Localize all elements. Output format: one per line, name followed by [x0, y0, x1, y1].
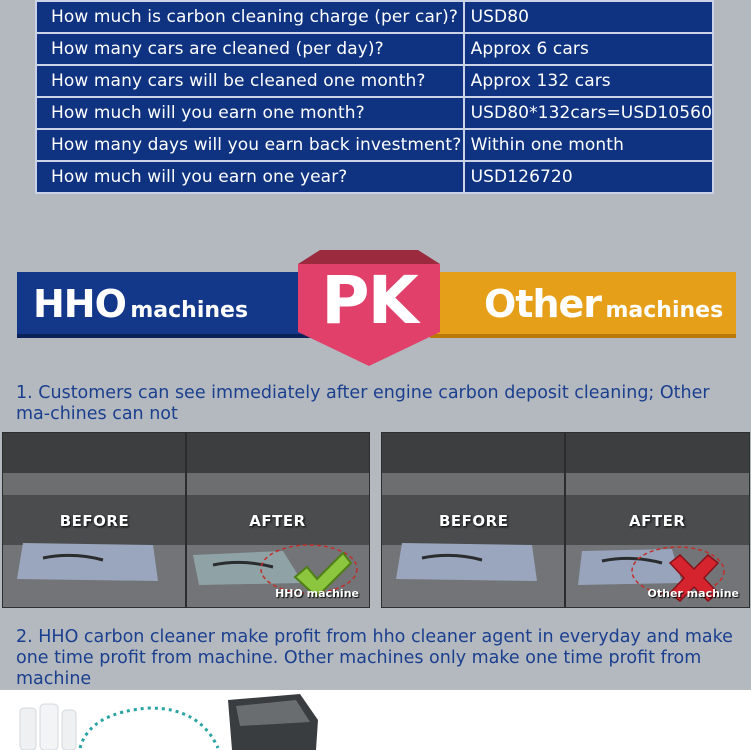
answer-cell: Approx 6 cars: [464, 33, 713, 65]
hho-word: HHO: [33, 282, 126, 326]
answer-cell: USD126720: [464, 161, 713, 193]
question-cell: How much is carbon cleaning charge (per car)?: [36, 1, 464, 33]
hho-machine-caption: HHO machine: [275, 587, 359, 600]
cleaner-bottles-icon: [0, 690, 340, 750]
pk-banner: [0, 250, 751, 370]
after-label: AFTER: [629, 512, 686, 530]
point-2-text: 2. HHO carbon cleaner make profit from hho cleaner agent in everyday and make one time profit from machine. Other machines only make one time profit from machine: [16, 627, 733, 689]
before-label: BEFORE: [439, 512, 509, 530]
before-label: BEFORE: [59, 512, 130, 530]
machines-word: machines: [605, 298, 724, 323]
product-illustration-strip: [0, 690, 751, 750]
question-cell: How many cars will be cleaned one month?: [36, 65, 464, 97]
pk-label: PK: [321, 262, 417, 339]
other-machines-band: [430, 272, 736, 338]
after-label: AFTER: [249, 512, 306, 530]
table-row: [36, 65, 713, 97]
machines-word: machines: [130, 298, 249, 323]
other-machine-caption: Other machine: [647, 587, 739, 600]
hho-comparison-photo: [2, 432, 370, 608]
point-1-text: 1. Customers can see immediately after engine carbon deposit cleaning; Other ma-chines can not: [16, 383, 710, 424]
table-row: [36, 161, 713, 193]
before-half: [382, 433, 566, 607]
answer-cell: USD80: [464, 1, 713, 33]
hho-machines-label: [33, 282, 248, 326]
answer-cell: Approx 132 cars: [464, 65, 713, 97]
table-row: [36, 33, 713, 65]
question-cell: How many cars are cleaned (per day)?: [36, 33, 464, 65]
other-word: Other: [484, 282, 602, 326]
answer-cell: USD80*132cars=USD10560: [464, 97, 713, 129]
other-comparison-photo: [381, 432, 750, 608]
answer-cell: Within one month: [464, 129, 713, 161]
before-half: [3, 433, 186, 607]
table-row: [36, 97, 713, 129]
profit-table: [35, 0, 714, 194]
table-row: [36, 1, 713, 33]
hho-machines-band: [17, 272, 317, 338]
question-cell: How many days will you earn back investment?: [36, 129, 464, 161]
question-cell: How much will you earn one month?: [36, 97, 464, 129]
question-cell: How much will you earn one year?: [36, 161, 464, 193]
table-row: [36, 129, 713, 161]
other-machines-label: [484, 282, 723, 326]
